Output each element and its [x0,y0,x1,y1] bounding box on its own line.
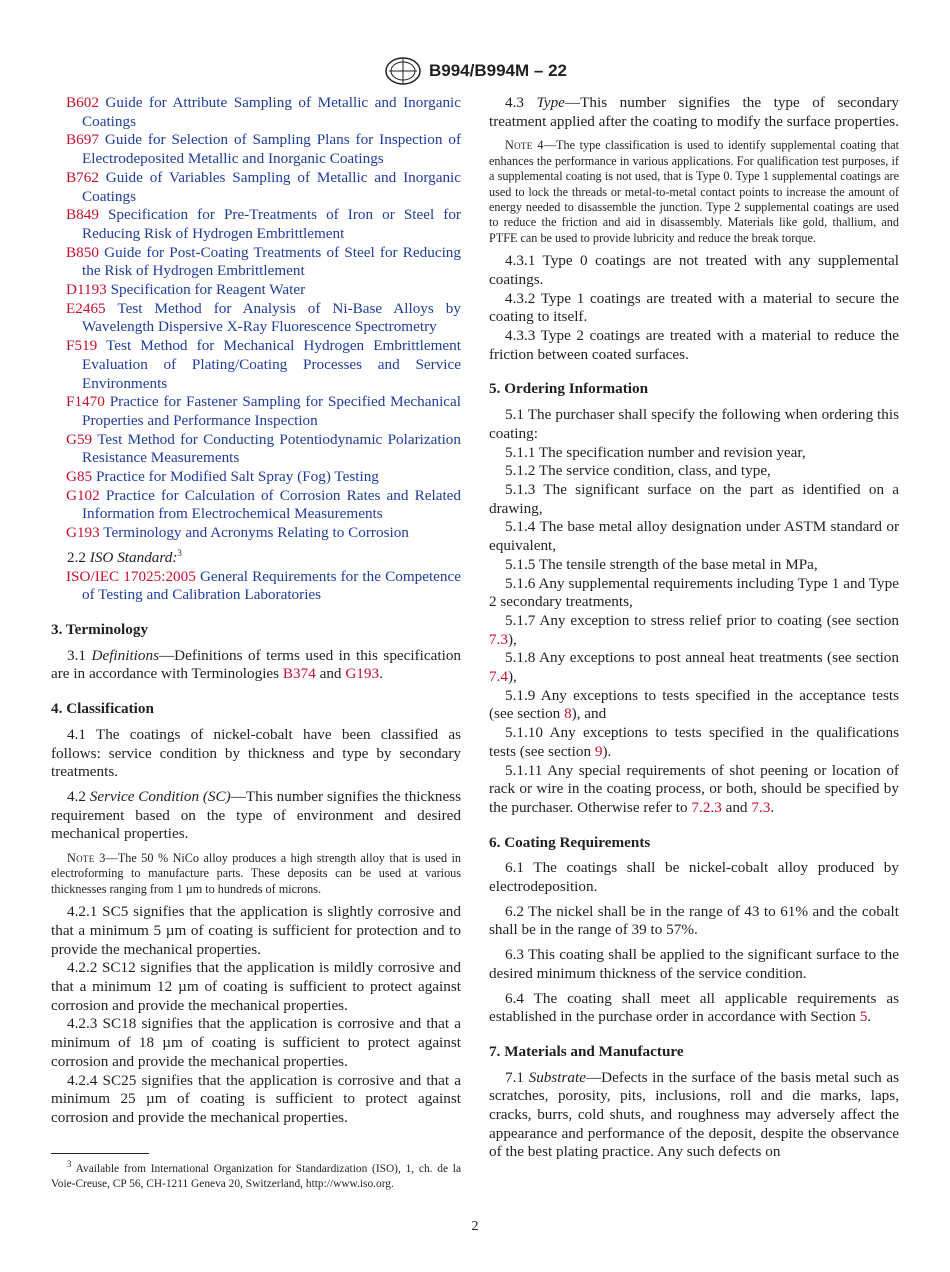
cross-ref-link[interactable]: 7.3 [751,798,771,816]
section-number: 7.1 [505,1068,524,1086]
paragraph-6-3: 6.3 This coating shall be applied to the significant surface to the desired minimum thickness of the service condition. [489,946,899,982]
paragraph-text: 5.1.11 Any special requirements of shot peening or location of rack or wire in the coating process, or both, should be specified by the purchaser. Otherwise refer to [489,761,899,816]
reference-title-link[interactable]: Guide for Post-Coating Treatments of Steel for Reducing the Risk of Hydrogen Embrittlement [82,243,461,280]
paragraph-text: ), and [571,705,607,723]
astm-logo-icon [383,56,423,86]
reference-title-link[interactable]: General Requirements for the Competence of Testing and Calibration Laboratories [82,567,462,604]
paragraph-4-3-2: 4.3.2 Type 1 coatings are treated with a material to secure the coating to itself. [489,289,899,326]
reference-code-link[interactable]: F1470 [66,393,105,411]
paragraph-5-1-2: 5.1.2 The service condition, class, and type, [505,462,771,480]
reference-item [51,487,461,524]
reference-code-link[interactable]: F519 [66,337,98,355]
reference-title-link[interactable]: Practice for Modified Salt Spray (Fog) Testing [95,468,379,486]
iso-standard-label: ISO Standard: [89,548,178,566]
paragraph-5-1-8 [489,649,899,686]
paragraph-5-1-3: 5.1.3 The significant surface on the part as identified on a drawing, [489,480,899,517]
standard-designation: B994/B994M – 22 [429,61,567,80]
reference-code-link[interactable]: B850 [66,243,99,261]
cross-ref-link[interactable]: 8 [564,705,572,723]
paragraph-text: 5.1.8 Any exceptions to post anneal heat treatments (see section [505,649,899,667]
paragraph-5-1-5: 5.1.5 The tensile strength of the base metal in MPa, [505,555,818,573]
paragraph-5-1-6: 5.1.6 Any supplemental requirements including Type 1 and Type 2 secondary treatments, [489,574,899,611]
cross-ref-link[interactable]: 9 [594,742,603,760]
paragraph-4-3-1: 4.3.1 Type 0 coatings are not treated with any supplemental coatings. [489,252,899,288]
reference-title-link[interactable]: Test Method for Conducting Potentiodynamic Polarization Resistance Measurements [82,430,461,467]
reference-code-link[interactable]: B697 [66,131,99,149]
paragraph-5-1-7 [489,612,899,649]
paragraph-text: and [319,665,342,683]
footnote-text: Available from International Organization for Standardization (ISO), 1, ch. de la Voie-Creuse, CP 56, CH-1211 Geneva 20, Switzerland, http://www.iso.org. [51,1163,461,1191]
reference-title-link[interactable]: Guide of Variables Sampling of Metallic and Inorganic Coatings [82,168,461,205]
reference-list [51,94,461,543]
cross-ref-link[interactable]: 7.3 [489,630,508,648]
note-label: Note 3 [67,851,106,866]
paragraph-6-4 [489,990,899,1027]
cross-ref-link[interactable]: B374 [282,665,316,683]
reference-code-link[interactable]: B762 [66,168,99,186]
reference-code-link[interactable]: E2465 [66,299,106,317]
section-heading: 3. Terminology [51,620,149,638]
reference-item [51,206,461,243]
note-text: —The 50 % NiCo alloy produces a high strength alloy that is used in electroforming to manufacture parts. These deposits can be used at various thicknesses ranging from 1 µm to hundreds of microns. [51,851,461,896]
paragraph-text: ), [507,668,517,686]
reference-title-link[interactable]: Test Method for Analysis of Ni-Base Alloys by Wavelength Dispersive X-Ray Fluorescence Spectrometry [82,299,461,336]
reference-code-link[interactable]: G193 [66,524,100,542]
paragraph-4-2-3: 4.2.3 SC18 signifies that the application is corrosive and that a minimum of 18 µm of coating is sufficient to protect against corrosion and provide the mechanical properties. [51,1015,461,1070]
note-text: —The type classification is used to identify supplemental coating that enhances the performance in various applications. For qualification test purposes, if a supplemental coating is not used, that is Type 0. Type 1 supplemental coatings are used to lock the threads or metal-to-metal contact points to increase the amount of energy needed to disassemble the junction. Type 2 supplemental coatings are used to reduce the friction and aid in disassembly. Materials like gold, thallium, and PTFE can be used to provide lubricity and reduce the break torque. [489,138,900,245]
reference-code-link[interactable]: B849 [66,206,99,224]
reference-code-link[interactable]: ISO/IEC 17025:2005 [66,567,196,585]
paragraph-text: ), [507,630,517,648]
section-heading: 5. Ordering Information [489,380,649,398]
note-3 [51,851,461,897]
reference-code-link[interactable]: G102 [66,486,100,504]
paragraph-7-1 [489,1069,899,1163]
reference-item [51,337,461,393]
term: Service Condition (SC) [89,787,231,805]
reference-item [51,131,461,168]
reference-title-link[interactable]: Practice for Fastener Sampling for Specified Mechanical Properties and Performance Inspection [82,393,462,429]
reference-item [51,94,461,131]
reference-title-link[interactable]: Terminology and Acronyms Relating to Corrosion [103,524,409,542]
note-4 [489,138,899,246]
reference-item [51,393,461,430]
reference-title-link[interactable]: Guide for Attribute Sampling of Metallic and Inorganic Coatings [82,94,461,130]
reference-title-link[interactable]: Specification for Pre-Treatments of Iron or Steel for Reducing Risk of Hydrogen Embrittlement [82,206,461,242]
section-number: 4.2 [67,787,86,805]
reference-item [51,281,461,300]
paragraph-5-1-11 [489,762,899,818]
paragraph-text: . [770,798,775,816]
paragraph-4-2-4: 4.2.4 SC25 signifies that the application is corrosive and that a minimum 25 µm of coating is sufficient to protect against corrosion and provide the mechanical properties. [51,1071,461,1126]
footnote-mark: 3 [67,1159,72,1170]
paragraph-text: —Defects in the surface of the basis metal such as scratches, porosity, pits, inclusions, roll and die marks, laps, cracks, burrs, cold shuts, and roughness may adversely affect the appearance and performance of the deposit, despite the observance of the best plating practice. Any such defects on [489,1068,899,1161]
paragraph-5-1-4: 5.1.4 The base metal alloy designation under ASTM standard or equivalent, [489,518,899,555]
cross-ref-link[interactable]: 7.4 [489,668,508,686]
iso-standard-subheading [51,549,461,568]
paragraph-text: 6.4 The coating shall meet all applicable requirements as established in the purchase order in accordance with Section [489,989,899,1026]
paragraph-text: ). [602,742,612,760]
page-number: 2 [471,1219,479,1234]
cross-ref-link[interactable]: 5 [859,1008,868,1026]
reference-item [51,568,461,605]
paragraph-3-1 [51,647,461,684]
reference-item [51,524,461,543]
reference-item [51,169,461,206]
reference-title-link[interactable]: Specification for Reagent Water [110,281,306,299]
term: Substrate [528,1068,586,1086]
paragraph-4-2-2: 4.2.2 SC12 signifies that the application is mildly corrosive and that a minimum 12 µm of coating is sufficient to protect against corrosion and provide the mechanical properties. [51,959,461,1014]
paragraph-6-1: 6.1 The coatings shall be nickel-cobalt alloy produced by electrodeposition. [489,859,899,896]
section-number: 2.2 [67,548,86,566]
paragraph-4-3-3: 4.3.3 Type 2 coatings are treated with a material to reduce the friction between coated surfaces. [489,327,899,363]
paragraph-5-1-1: 5.1.1 The specification number and revision year, [505,443,806,461]
section-number: 3.1 [67,646,86,664]
reference-title-link[interactable]: Guide for Selection of Sampling Plans for Inspection of Electrodeposited Metallic and Inorganic Coatings [82,131,462,168]
cross-ref-link[interactable]: 7.2.3 [691,798,722,816]
paragraph-text: . [379,665,383,683]
footnote-divider [51,1153,149,1154]
term: Definitions [91,646,159,664]
paragraph-text: 5.1.7 Any exception to stress relief prior to coating (see section [505,611,899,629]
section-heading: 4. Classification [51,700,154,718]
reference-item [51,431,461,468]
reference-item [51,468,461,487]
paragraph-text: —This number signifies the type of secondary treatment applied after the coating to modify the surface properties. [489,94,900,130]
paragraph-text: 5.1.10 Any exceptions to tests specified in the qualifications tests (see section [489,724,899,760]
paragraph-4-1: 4.1 The coatings of nickel-cobalt have been classified as follows: service condition by thickness and type by secondary treatments. [51,725,461,781]
footnote [51,1159,461,1193]
paragraph-text: —Definitions of terms used in this specification are in accordance with Terminologies [51,646,462,683]
reference-title-link[interactable]: Test Method for Mechanical Hydrogen Embrittlement Evaluation of Plating/Coating Processes and Service Environments [82,337,461,392]
reference-code-link[interactable]: G59 [66,430,93,448]
footnote-ref[interactable]: 3 [177,547,182,558]
reference-code-link[interactable]: G85 [66,468,93,486]
paragraph-text: . [867,1008,872,1026]
left-column [51,94,461,1128]
note-label: Note 4 [505,138,544,153]
paragraph-text: 5.1.9 Any exceptions to tests specified in the acceptance tests (see section [489,686,899,723]
term: Type [536,94,565,111]
section-heading: 6. Coating Requirements [489,833,651,851]
paragraph-5-1: 5.1 The purchaser shall specify the following when ordering this coating: [489,406,899,442]
paragraph-text: —This number signifies the thickness requirement based on the type of environment and desired mechanical properties. [51,787,462,843]
reference-item [51,244,461,281]
paragraph-4-3 [489,94,899,131]
reference-item [51,300,461,337]
section-heading: 7. Materials and Manufacture [489,1042,684,1060]
paragraph-6-2: 6.2 The nickel shall be in the range of 43 to 61% and the cobalt shall be in the range of 39 to 57%. [489,902,899,939]
cross-ref-link[interactable]: G193 [345,665,380,683]
paragraph-5-1-9 [489,687,899,724]
section-number: 4.3 [505,94,524,111]
paragraph-text: and [725,798,748,816]
reference-code-link[interactable]: D1193 [66,281,107,299]
page-header [0,56,950,86]
reference-title-link[interactable]: Practice for Calculation of Corrosion Rates and Related Information from Electrochemical Measurements [82,486,462,523]
paragraph-4-2-1: 4.2.1 SC5 signifies that the application is slightly corrosive and that a minimum 5 µm of coating is sufficient for protection and to provide the mechanical properties. [51,903,461,958]
right-column [489,94,899,1162]
reference-code-link[interactable]: B602 [66,94,99,111]
paragraph-5-1-10 [489,724,899,761]
paragraph-4-2 [51,788,461,844]
